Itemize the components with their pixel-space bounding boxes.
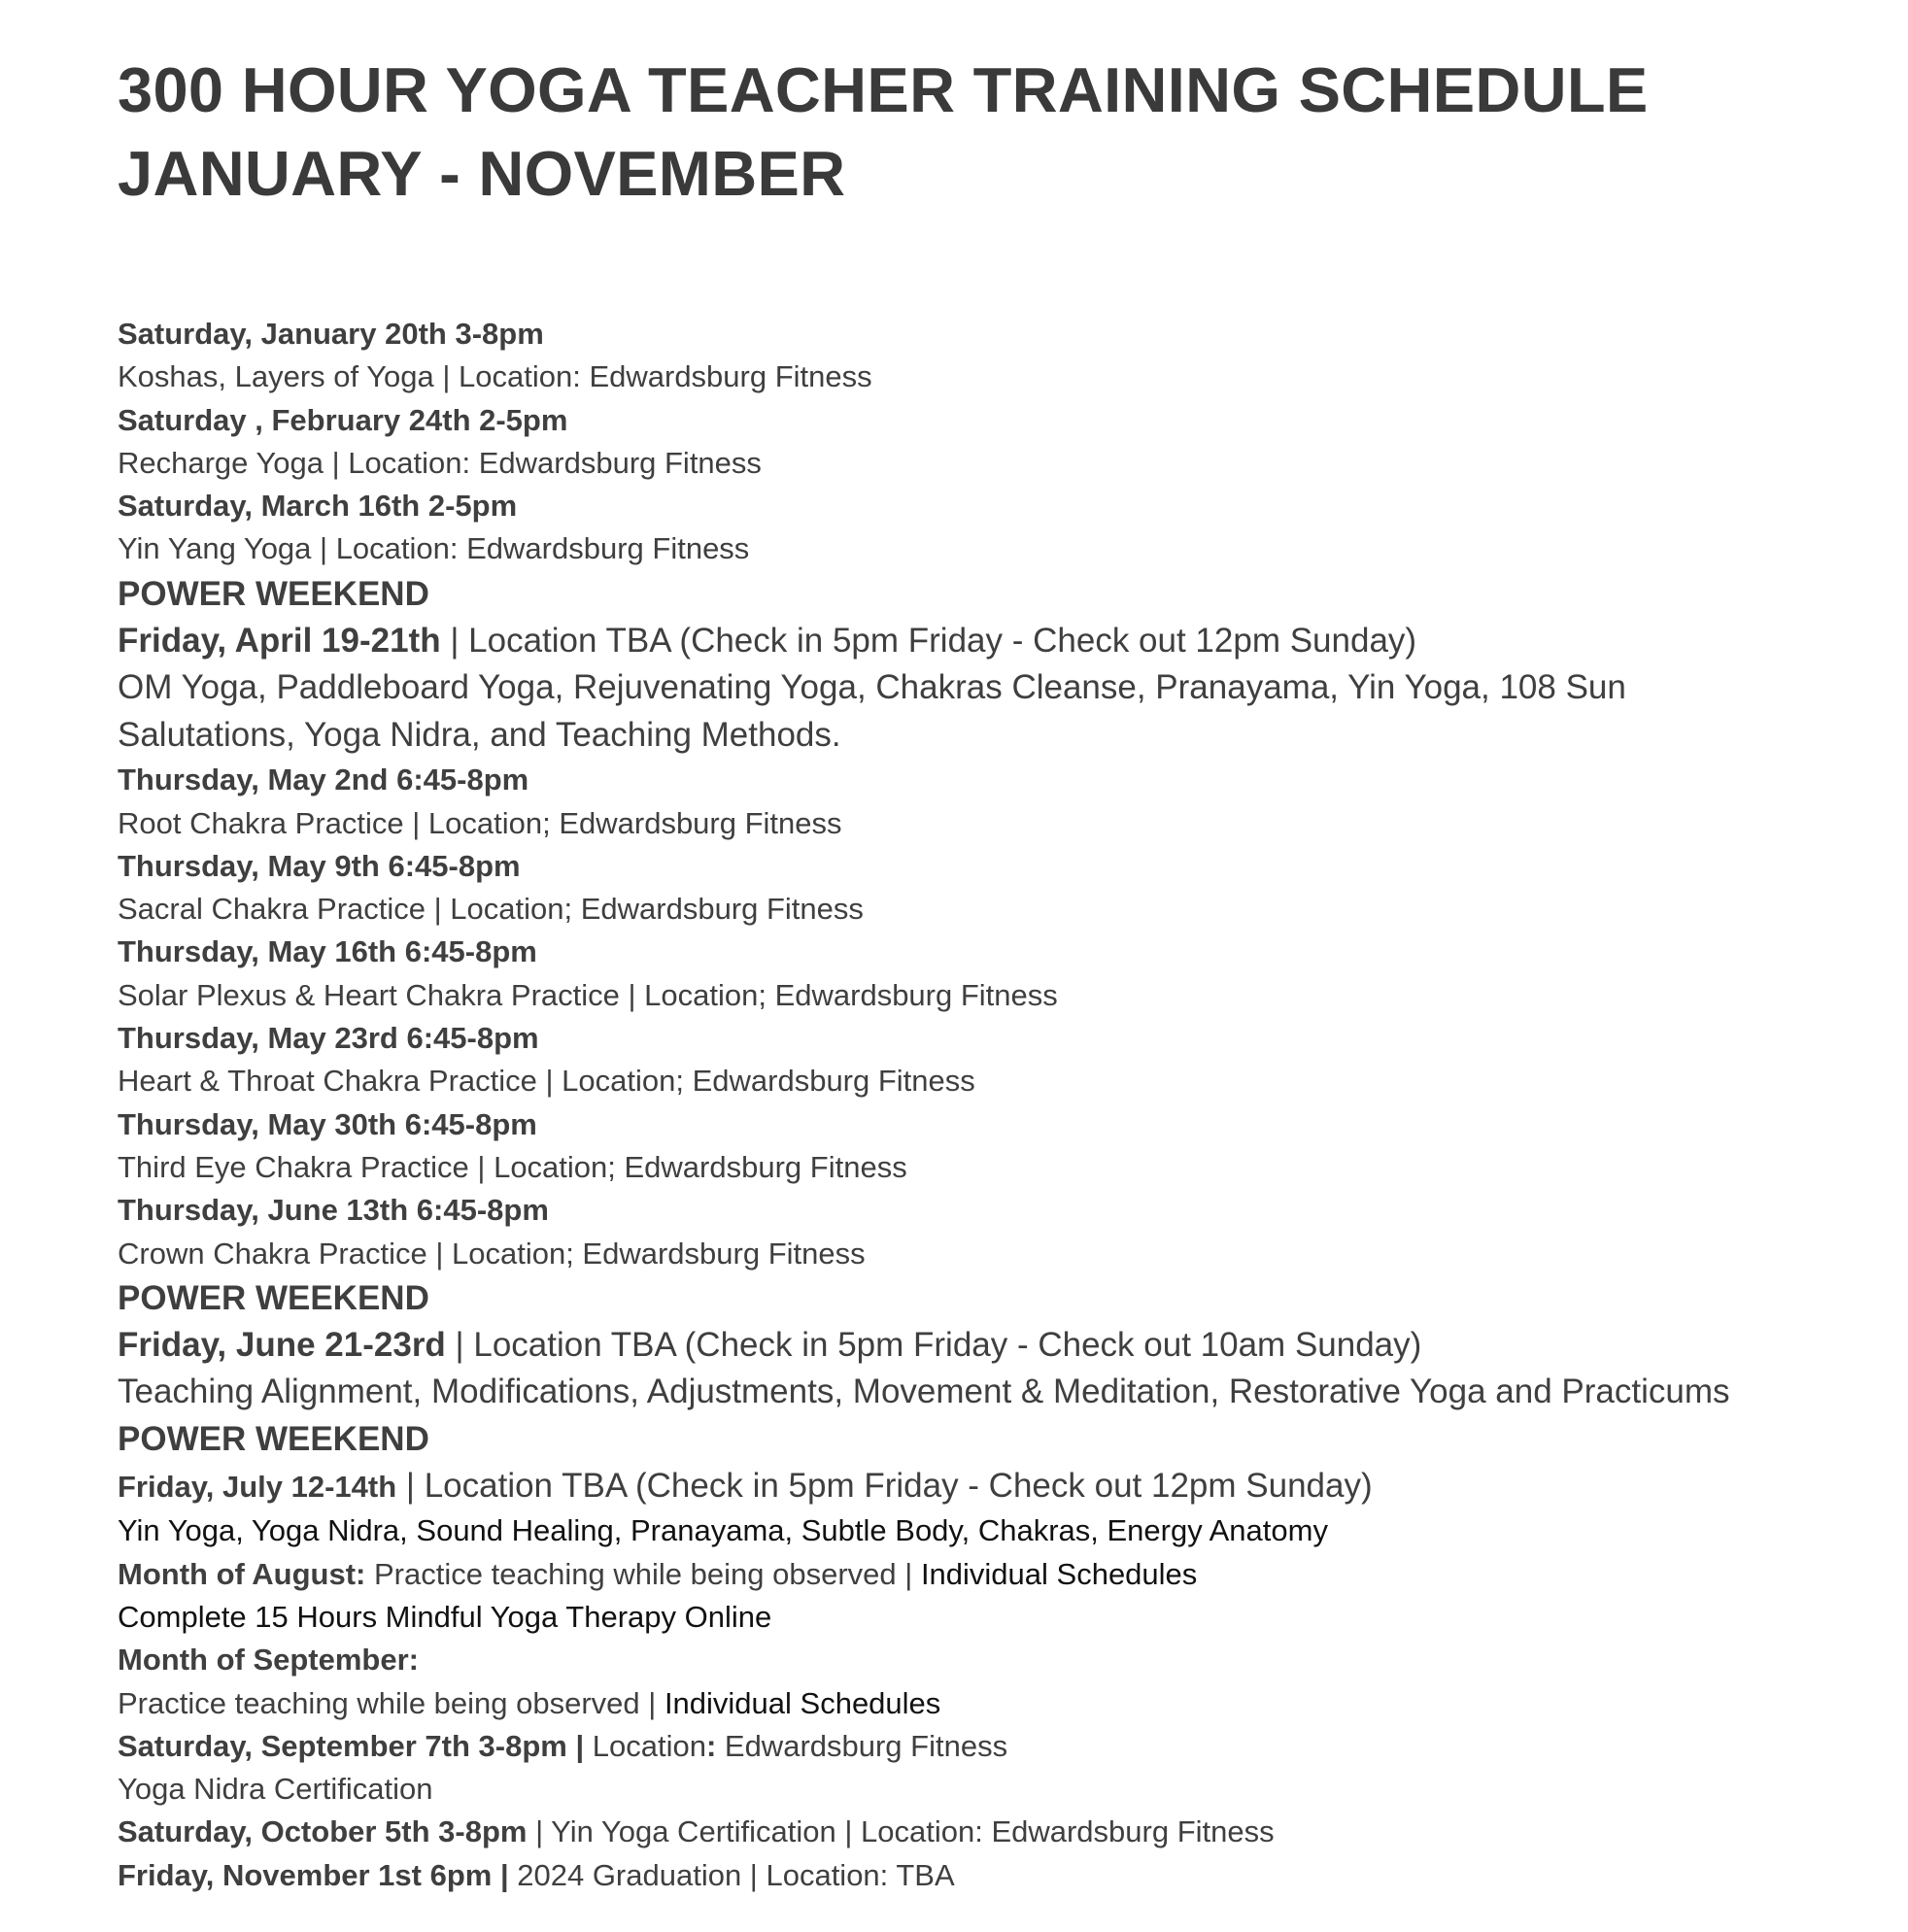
power-weekend-description: OM Yoga, Paddleboard Yoga, Rejuvenating Yoga, Chakras Cleanse, Pranayama, Yin Yoga, 108 Sun Salutations, Yoga Nidra, and Teaching Methods. bbox=[118, 668, 1626, 754]
event-description: Crown Chakra Practice | Location; Edwardsburg Fitness bbox=[118, 1236, 866, 1271]
august-line bbox=[118, 1553, 1850, 1596]
event-date: Friday, June 21-23rd bbox=[118, 1325, 446, 1364]
title-line-1: 300 HOUR YOGA TEACHER TRAINING SCHEDULE bbox=[118, 54, 1649, 125]
event-location: | Location TBA (Check in 5pm Friday - Check out 12pm Sunday) bbox=[440, 621, 1417, 660]
power-weekend-description: Yin Yoga, Yoga Nidra, Sound Healing, Pranayama, Subtle Body, Chakras, Energy Anatomy bbox=[118, 1513, 1328, 1548]
month-label: Month of September: bbox=[118, 1643, 419, 1678]
event-description: Heart & Throat Chakra Practice | Location; Edwardsburg Fitness bbox=[118, 1064, 975, 1099]
event-date: Thursday, June 13th 6:45-8pm bbox=[118, 1193, 549, 1228]
power-weekend-heading: POWER WEEKEND bbox=[118, 1278, 429, 1317]
event-date: Thursday, May 2nd 6:45-8pm bbox=[118, 763, 529, 797]
power-weekend-heading: POWER WEEKEND bbox=[118, 574, 429, 613]
event-location: | Location TBA (Check in 5pm Friday - Check out 10am Sunday) bbox=[445, 1325, 1422, 1364]
event-location: Edwardsburg Fitness bbox=[716, 1728, 1008, 1763]
event-description: Sacral Chakra Practice | Location; Edwardsburg Fitness bbox=[118, 892, 864, 927]
september-7-line bbox=[118, 1725, 1850, 1768]
event-description: Koshas, Layers of Yoga | Location: Edwardsburg Fitness bbox=[118, 359, 872, 394]
event-date: Saturday, September 7th 3-8pm | bbox=[118, 1728, 585, 1763]
event-description: Yin Yang Yoga | Location: Edwardsburg Fitness bbox=[118, 531, 750, 566]
event-date: Saturday , February 24th 2-5pm bbox=[118, 402, 568, 437]
october-line bbox=[118, 1811, 1850, 1853]
location-colon: : bbox=[705, 1728, 717, 1763]
title-line-2: JANUARY - NOVEMBER bbox=[118, 138, 846, 209]
event-date: Saturday, January 20th 3-8pm bbox=[118, 317, 544, 351]
event-date: Saturday, March 16th 2-5pm bbox=[118, 489, 518, 524]
event-date: Friday, November 1st 6pm | bbox=[118, 1857, 509, 1892]
event-date: Saturday, October 5th 3-8pm bbox=[118, 1814, 528, 1849]
event-description: Practice teaching while being observed | bbox=[118, 1685, 664, 1720]
event-date: Thursday, May 30th 6:45-8pm bbox=[118, 1106, 537, 1141]
event-date: Thursday, May 9th 6:45-8pm bbox=[118, 848, 521, 883]
power-weekend-date-line bbox=[118, 1322, 1850, 1370]
event-description: | Yin Yoga Certification | Location: Edwardsburg Fitness bbox=[527, 1814, 1275, 1849]
event-description: Root Chakra Practice | Location; Edwardsburg Fitness bbox=[118, 805, 842, 840]
schedule-list bbox=[118, 313, 1850, 1897]
event-description: Yoga Nidra Certification bbox=[118, 1772, 433, 1807]
page-title bbox=[118, 0, 1908, 216]
schedule-note: Individual Schedules bbox=[664, 1685, 941, 1720]
event-date: Friday, April 19-21th bbox=[118, 621, 441, 660]
event-description: Practice teaching while being observed | bbox=[365, 1556, 921, 1591]
event-description: Third Eye Chakra Practice | Location; Edwardsburg Fitness bbox=[118, 1149, 907, 1184]
power-weekend-date-line bbox=[118, 1463, 1850, 1510]
november-line bbox=[118, 1854, 1850, 1897]
event-location: | Location TBA (Check in 5pm Friday - Check out 12pm Sunday) bbox=[396, 1466, 1373, 1505]
event-date: Thursday, May 23rd 6:45-8pm bbox=[118, 1021, 539, 1056]
event-description: Recharge Yoga | Location: Edwardsburg Fitness bbox=[118, 445, 762, 480]
event-date: Thursday, May 16th 6:45-8pm bbox=[118, 934, 537, 969]
event-location-label: Location bbox=[584, 1728, 706, 1763]
event-description: Solar Plexus & Heart Chakra Practice | Location; Edwardsburg Fitness bbox=[118, 977, 1058, 1012]
schedule-note: Individual Schedules bbox=[920, 1556, 1198, 1591]
power-weekend-heading: POWER WEEKEND bbox=[118, 1419, 429, 1458]
online-note: Complete 15 Hours Mindful Yoga Therapy Online bbox=[118, 1599, 772, 1634]
event-description: 2024 Graduation | Location: TBA bbox=[508, 1857, 955, 1892]
september-line bbox=[118, 1682, 1850, 1725]
power-weekend-date-line bbox=[118, 618, 1850, 665]
power-weekend-description: Teaching Alignment, Modifications, Adjustments, Movement & Meditation, Restorative Yoga and Practicums bbox=[118, 1373, 1730, 1411]
event-date: Friday, July 12-14th bbox=[118, 1469, 397, 1504]
month-label: Month of August: bbox=[118, 1556, 366, 1591]
